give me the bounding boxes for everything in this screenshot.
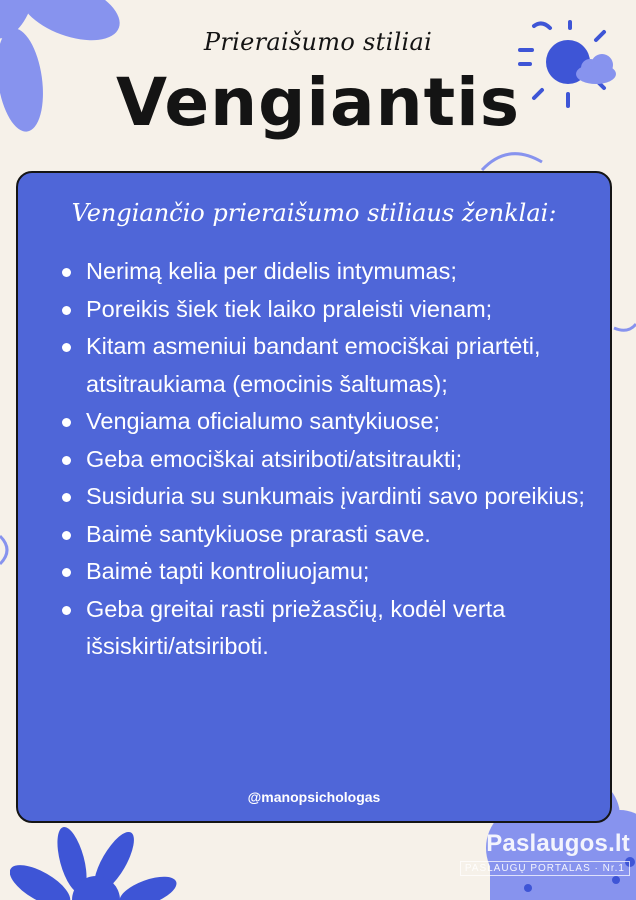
social-handle: @manopsichologas <box>247 789 381 805</box>
page-subtitle: Prieraišumo stiliai <box>203 28 433 56</box>
list-item: Susiduria su sunkumais įvardinti savo poreikius; <box>62 478 592 516</box>
watermark-name: Paslaugos.lt <box>486 830 630 857</box>
list-item: Geba emociškai atsiriboti/atsitraukti; <box>62 441 592 479</box>
list-item: Poreikis šiek tiek laiko praleisti vienam; <box>62 291 592 329</box>
info-card <box>16 171 612 823</box>
signs-list <box>62 253 592 666</box>
list-item: Vengiama oficialumo santykiuose; <box>62 403 592 441</box>
page-title: Vengiantis <box>115 64 521 141</box>
watermark <box>460 830 630 876</box>
list-item: Baimė tapti kontroliuojamu; <box>62 553 592 591</box>
list-item: Geba greitai rasti priežasčių, kodėl verta išsiskirti/atsiriboti. <box>62 591 592 666</box>
card-title: Vengiančio prieraišumo stiliaus ženklai: <box>71 199 557 227</box>
list-item: Baimė santykiuose prarasti save. <box>62 516 592 554</box>
flower-icon <box>10 826 186 900</box>
watermark-tagline: PASLAUGŲ PORTALAS · Nr.1 <box>460 861 630 876</box>
list-item: Kitam asmeniui bandant emociškai priartėti, atsitraukiama (emocinis šaltumas); <box>62 328 592 403</box>
list-item: Nerimą kelia per didelis intymumas; <box>62 253 592 291</box>
